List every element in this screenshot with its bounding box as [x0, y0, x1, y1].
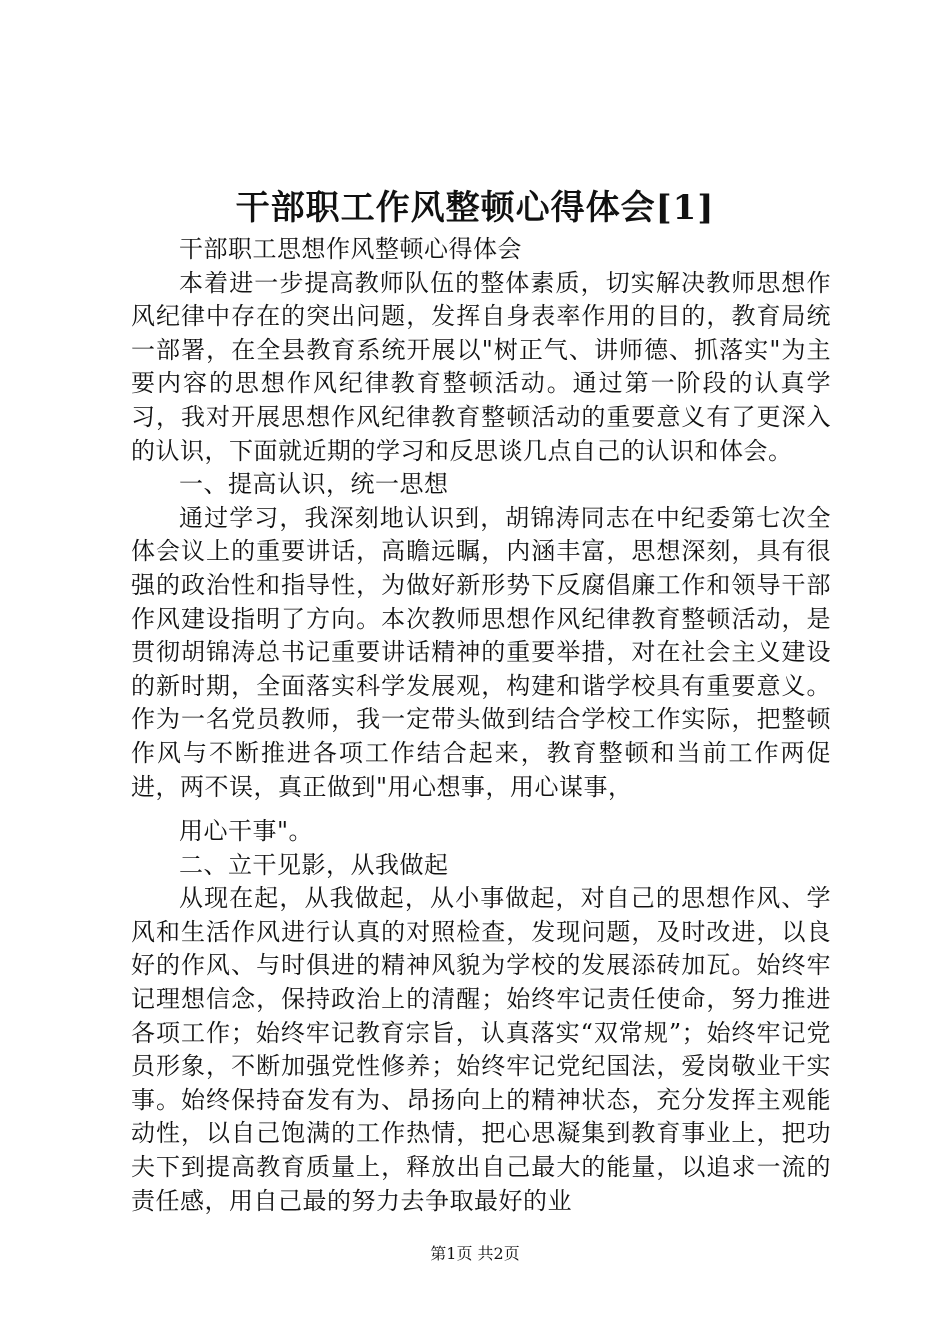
continuation-paragraph: 用心干事"。 [179, 817, 314, 845]
section-2-paragraph: 从现在起，从我做起，从小事做起，对自己的思想作风、学风和生活作风进行认真的对照检查，发现问题，及时改进，以良好的作风、与时俱进的精神风貌为学校的发展添砖加瓦。始终牢记理想信念，保持政治上的清醒；始终牢记责任使命，努力推进各项工作；始终牢记教育宗旨，认真落实“双常规”；始终牢记党员形象，不断加强党性修养；始终牢记党纪国法，爱岗敬业干实事。始终保持奋发有为、昂扬向上的精神状态，充分发挥主观能动性，以自己饱满的工作热情，把心思凝集到教育事业上，把功夫下到提高教育质量上，释放出自己最大的能量，以追求一流的责任感，用自己最的努力去争取最好的业 [131, 884, 831, 1215]
body-section-top [131, 233, 831, 804]
section-1-paragraph: 通过学习，我深刻地认识到，胡锦涛同志在中纪委第七次全体会议上的重要讲话，高瞻远瞩，内涵丰富，思想深刻，具有很强的政治性和指导性，为做好新形势下反腐倡廉工作和领导干部作风建设指明了方向。本次教师思想作风纪律教育整顿活动，是贯彻胡锦涛总书记重要讲话精神的重要举措，对在社会主义建设的新时期，全面落实科学发展观，构建和谐学校具有重要意义。作为一名党员教师，我一定带头做到结合学校工作实际，把整顿作风与不断推进各项工作结合起来，教育整顿和当前工作两促进，两不误，真正做到"用心想事，用心谋事， [131, 503, 831, 801]
page-number-footer: 第1页 共2页 [430, 1244, 520, 1263]
section-heading-1: 一、提高认识，统一思想 [179, 470, 449, 499]
intro-paragraph: 本着进一步提高教师队伍的整体素质，切实解决教师思想作风纪律中存在的突出问题，发挥自身表率作用的目的，教育局统一部署，在全县教育系统开展以"树正气、讲师德、抓落实"为主要内容的思想作风纪律教育整顿活动。通过第一阶段的认真学习，我对开展思想作风纪律教育整顿活动的重要意义有了更深入的认识，下面就近期的学习和反思谈几点自己的认识和体会。 [131, 268, 831, 465]
document-title: 干部职工作风整顿心得体会[1] [235, 188, 715, 228]
body-section-bottom [131, 815, 831, 1218]
section-heading-2: 二、立干见影，从我做起 [179, 850, 449, 879]
subtitle-paragraph: 干部职工思想作风整顿心得体会 [179, 235, 522, 263]
